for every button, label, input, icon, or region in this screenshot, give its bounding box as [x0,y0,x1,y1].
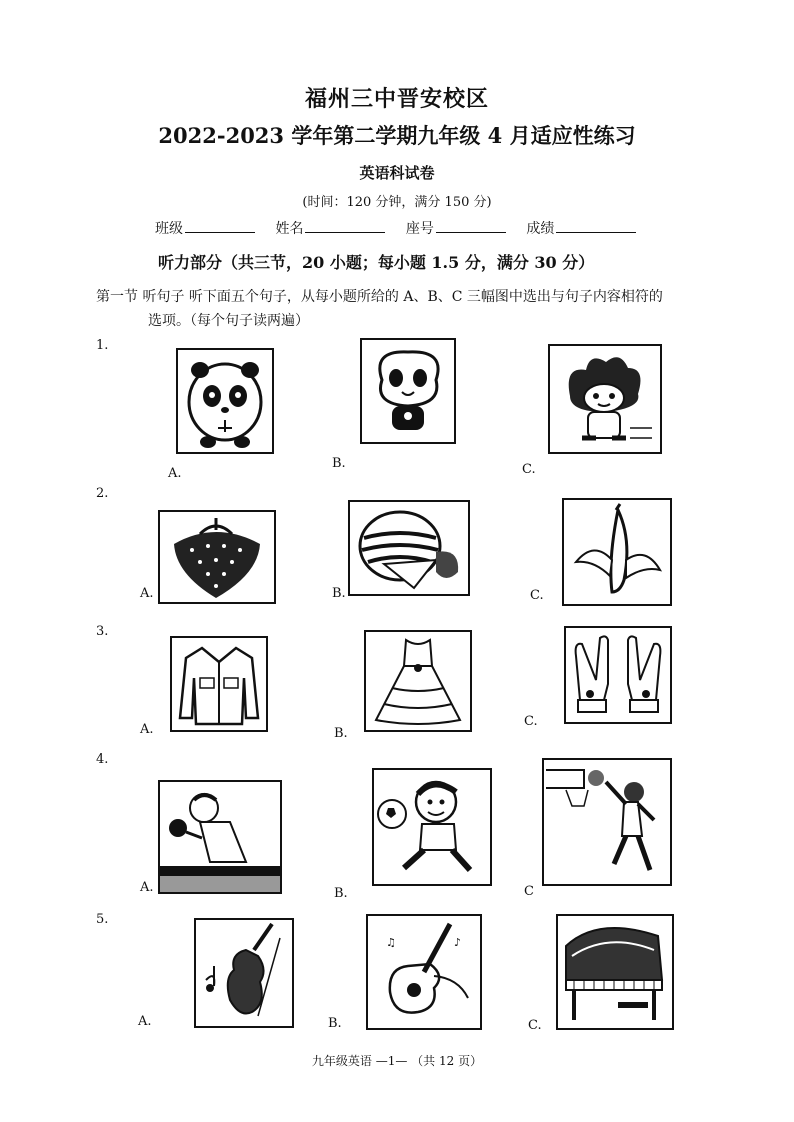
q2-option-a-image[interactable] [158,510,276,604]
q3-option-b-label: B. [334,726,348,741]
q5-option-a-image[interactable] [194,918,294,1028]
dress-icon [366,632,470,730]
exam-title: 2022-2023 学年第二学期九年级 4 月适应性练习 [158,123,636,148]
q3-option-c-label: C. [524,714,538,729]
q5-option-c-image[interactable] [556,914,674,1030]
penguin-mascot-icon [362,340,454,442]
question-number: 4. [96,752,109,767]
seat-blank[interactable] [436,220,506,233]
q2-option-a-label: A. [140,586,154,601]
jacket-icon [172,638,266,730]
question-number: 3. [96,624,109,639]
q3-option-b-image[interactable] [364,630,472,732]
banana-icon [564,500,670,604]
q3-option-a-label: A. [140,722,154,737]
q5-option-c-label: C. [528,1018,542,1033]
q4-option-b-label: B. [334,886,348,901]
watermelon-icon [350,502,468,594]
subject-title: 英语科试卷 [359,164,435,182]
class-label: 班级 [155,221,183,237]
q1-option-a-label: A. [168,466,182,481]
violin-icon [196,920,292,1026]
basketball-icon [544,760,670,884]
instruction-line-2: 选项。（每个句子读两遍） [148,313,309,329]
svg-text:♪: ♪ [454,936,462,949]
piano-icon [558,916,672,1028]
q4-option-c-image[interactable] [542,758,672,886]
q5-option-b-label: B. [328,1016,342,1031]
name-label: 姓名 [275,221,304,237]
school-name: 福州三中晋安校区 [304,86,489,112]
q3-option-a-image[interactable] [170,636,268,732]
soccer-icon [374,770,490,884]
section-instruction [96,285,736,333]
score-blank[interactable] [556,220,636,233]
name-blank[interactable] [305,220,385,233]
score-label: 成绩 [526,221,555,237]
guitar-icon [368,916,480,1028]
q4-option-b-image[interactable] [372,768,492,886]
instruction-line-1: 第一节 听句子 听下面五个句子，从每小题所给的 A、B、C 三幅图中选出与句子内容相符的 [96,289,663,305]
q1-option-a-image[interactable] [176,348,274,454]
q2-option-b-label: B. [332,586,346,601]
svg-text:♫: ♫ [386,936,396,949]
q5-option-b-image[interactable] [366,914,482,1030]
q2-option-c-label: C. [530,588,544,603]
page-footer: 九年级英语 —1— （共 12 页） [311,1054,483,1068]
section-title: 听力部分（共三节，20 小题；每小题 1.5 分，满分 30 分） [158,253,595,272]
q2-option-c-image[interactable] [562,498,672,606]
q3-option-c-image[interactable] [564,626,672,724]
ping-pong-icon [160,782,280,892]
q5-option-a-label: A. [138,1014,152,1029]
class-blank[interactable] [185,220,255,233]
q1-option-c-image[interactable] [548,344,662,454]
flame-mascot-icon [550,346,660,452]
question-number: 2. [96,486,109,501]
time-score-note: (时间：120 分钟，满分 150 分) [302,195,492,210]
q4-option-a-label: A. [140,880,154,895]
panda-mascot-icon [178,350,272,452]
seat-label: 座号 [405,221,434,237]
q1-option-b-image[interactable] [360,338,456,444]
question-number: 1. [96,338,109,353]
q1-option-c-label: C. [522,462,536,477]
q4-option-a-image[interactable] [158,780,282,894]
strawberry-icon [160,512,274,602]
gloves-icon [566,628,670,722]
student-info-row [155,218,652,238]
question-number: 5. [96,912,109,927]
q2-option-b-image[interactable] [348,500,470,596]
q4-option-c-label: C [524,884,534,899]
q1-option-b-label: B. [332,456,346,471]
